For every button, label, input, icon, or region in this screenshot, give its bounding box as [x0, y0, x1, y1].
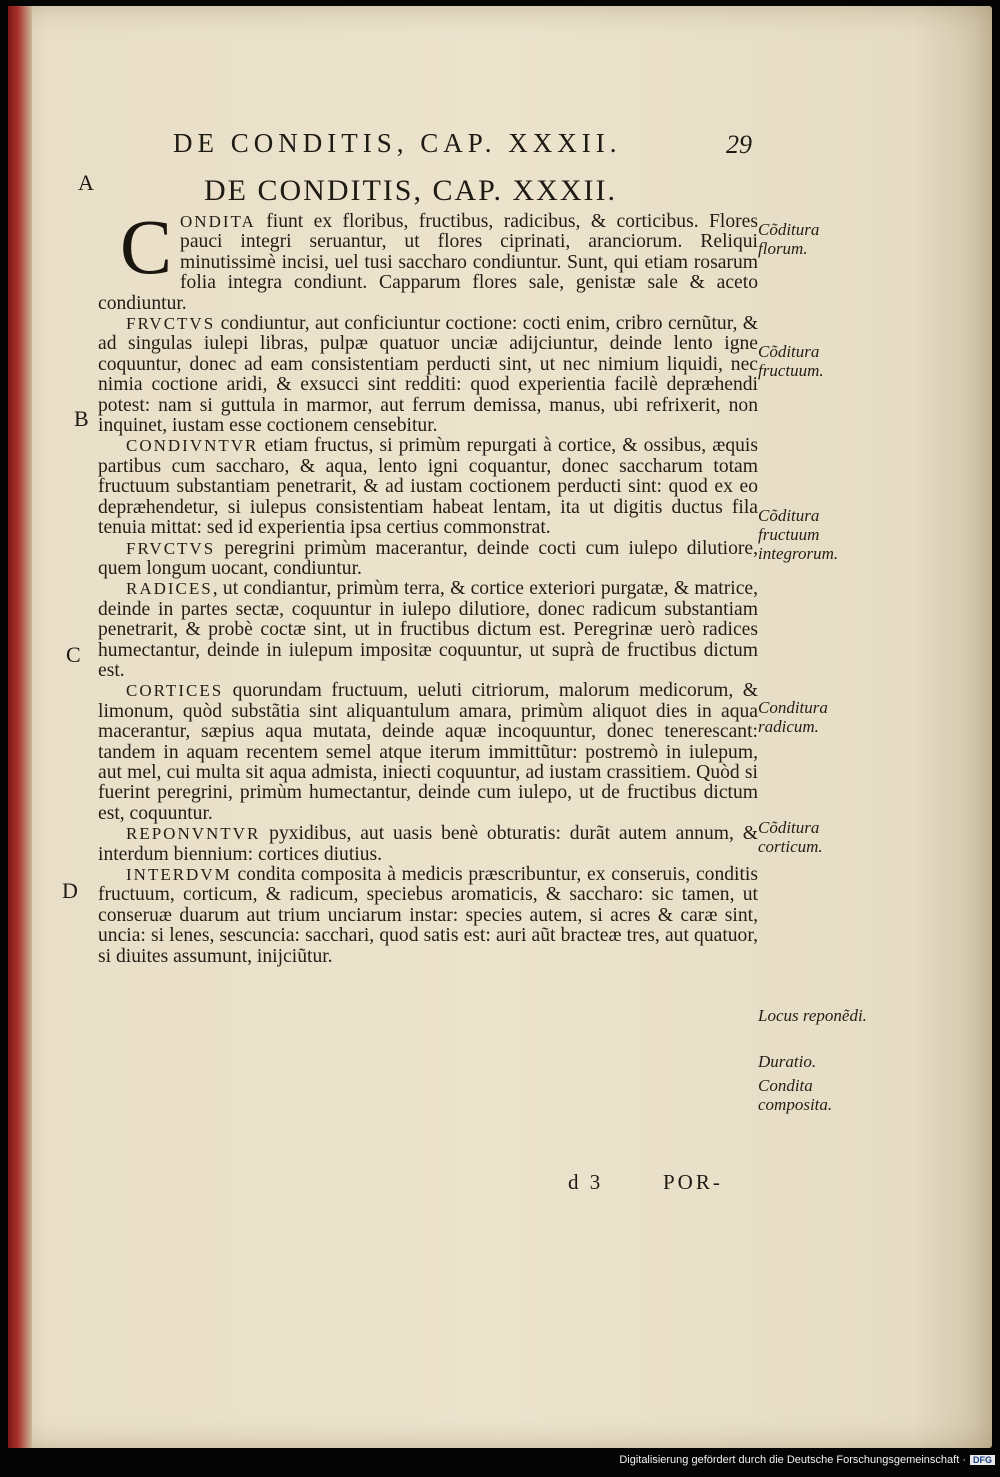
paragraph-foreign-fruits — [98, 539, 758, 580]
paragraph-lead: FRVCTVS — [126, 314, 216, 334]
side-note: Conditura radicum. — [758, 698, 828, 736]
paragraph-text: etiam fructus, si primùm repurgati à cortice, & ossibus, æquis partibus cum saccharo, & aqua, lento igni coquantur, donec saccharum totam fructuum substantiam penetrarit, & ad iustam coctionem perducti sint: quod ex eo depræhendetur, si iulepus consistentiam habeat lentam, ita ut digitis ductus fila tenuia mittat: sed id experientia ipsa certius commonstrat. — [98, 435, 758, 539]
side-note: Cõditura fructuum. — [758, 342, 824, 380]
binding-spine — [8, 6, 32, 1448]
paragraph-lead: CORTICES — [126, 681, 224, 701]
paragraph-flowers — [98, 203, 758, 314]
paragraph-lead: RADICES — [126, 579, 213, 599]
paragraph-lead: CONDIVNTVR — [126, 436, 259, 456]
running-title: DE CONDITIS, CAP. XXXII. — [173, 128, 622, 158]
margin-letter-c: C — [66, 642, 81, 667]
side-note: Cõditura corticum. — [758, 818, 823, 856]
paragraph-whole-fruits — [98, 436, 758, 538]
margin-letter-a: A — [78, 170, 94, 195]
page-number: 29 — [726, 130, 752, 159]
paragraph-lead: REPONVNTVR — [126, 824, 261, 844]
digitization-credit — [590, 1454, 995, 1472]
side-note: Cõditura florum. — [758, 220, 820, 258]
paragraph-compound — [98, 865, 758, 967]
side-note: Condita composita. — [758, 1076, 833, 1114]
paragraph-text: condiuntur, aut conficiuntur coctione: cocti enim, cribro cernũtur, & ad singulas iulepi libras, pulpæ quatuor unciæ adijciuntur, deinde lento igne coquuntur, donec ad eam consistentiam perducti sint, ut nec nimium liquidi, nec nimia coctione aridi, & exsucci sint redditi: quod experientia facilè depræhendi potest: nam si guttula in marmor, aut ferrum demissa, manus, ubi refrixerit, non inquinet, iustam esse coctionem censebitur. — [98, 313, 758, 437]
side-note: Duratio. — [758, 1052, 817, 1071]
paragraph-text: fiunt ex floribus, fructibus, radicibus, & corticibus. Flores pauci integri seruantur, ut flores ciprinati, aranciorum. Reliqui minutissimè incisi, uel tusi saccharo condiuntur. Sunt, qui etiam rosarum folia integra condiunt. Capparum flores sale, genistæ sale & aceto condiuntur. — [98, 211, 758, 314]
catchword: POR- — [663, 1170, 723, 1194]
paragraph-text: condita composita à medicis præscribuntur, ex conseruis, conditis fructuum, corticum, & radicum, speciebus aromaticis, & saccharo: sic tamen, ut conseruæ duarum aut trium unciarum instar: species autem, si acres & caræ sint, uncia: si lenes, sescuncia: sacchari, quod satis est: auri aũt bracteæ tres, aut quatuor, si diuites assumunt, inijciũtur. — [98, 864, 758, 967]
side-note: Locus reponẽdi. — [758, 1006, 867, 1025]
drop-capital: C — [120, 203, 173, 290]
dfg-logo: DFG — [970, 1455, 995, 1465]
credit-text: Digitalisierung gefördert durch die Deutsche Forschungsgemeinschaft · — [619, 1454, 966, 1466]
paragraph-fruits — [98, 314, 758, 436]
paragraph-text: , ut condiantur, primùm terra, & cortice exteriori purgatæ, & matrice, deinde in partes sectæ, coquuntur in iulepo dilutiore, donec radicum substantiam penetrarit, & probè coctæ sint, ut in fructibus dictum est. Peregrinæ uerò radices humectantur, deinde in iulepum impositæ coquuntur, ut suprà de fructibus dictum est. — [98, 578, 758, 681]
paragraph-text: quorundam fructuum, ueluti citriorum, malorum medicorum, & limonum, quòd substãtia sint aliquantulum amara, primùm aliquot dies in aqua macerantur, sæpius aqua mutata, deinde aquæ incoquuntur, donec tenerescant: tandem in aquam recentem semel atque iterum immittũtur: postremò in iulepum, aut mel, cui multa sit aqua admista, iniecti coquuntur, ad iustam crassitiem. Quòd si fuerint peregrini, primùm humectantur, deinde cum iulepo, ut de fructibus dictum est, coquuntur. — [98, 680, 758, 824]
paragraph-lead: FRVCTVS — [126, 538, 216, 558]
paragraph-rinds — [98, 681, 758, 824]
side-note: Cõditura fructuum integrorum. — [758, 506, 839, 563]
book-page — [8, 6, 992, 1448]
margin-letter-b: B — [74, 406, 89, 431]
paragraph-text: pyxidibus, aut uasis benè obturatis: durãt autem annum, & interdum biennium: cortices diutius. — [98, 823, 758, 865]
chapter-heading: DE CONDITIS, CAP. XXXII. — [204, 174, 617, 207]
paragraph-lead: ONDITA — [180, 212, 256, 231]
signature-mark: d 3 — [568, 1170, 604, 1194]
margin-letter-d: D — [62, 878, 78, 903]
paragraph-lead: INTERDVM — [126, 865, 232, 884]
paragraph-storage — [98, 824, 758, 865]
paragraph-text: peregrini primùm macerantur, deinde cocti cum iulepo dilutiore, quem longum uocant, condiuntur. — [98, 537, 758, 579]
paragraph-roots — [98, 579, 758, 681]
main-text — [98, 203, 758, 967]
